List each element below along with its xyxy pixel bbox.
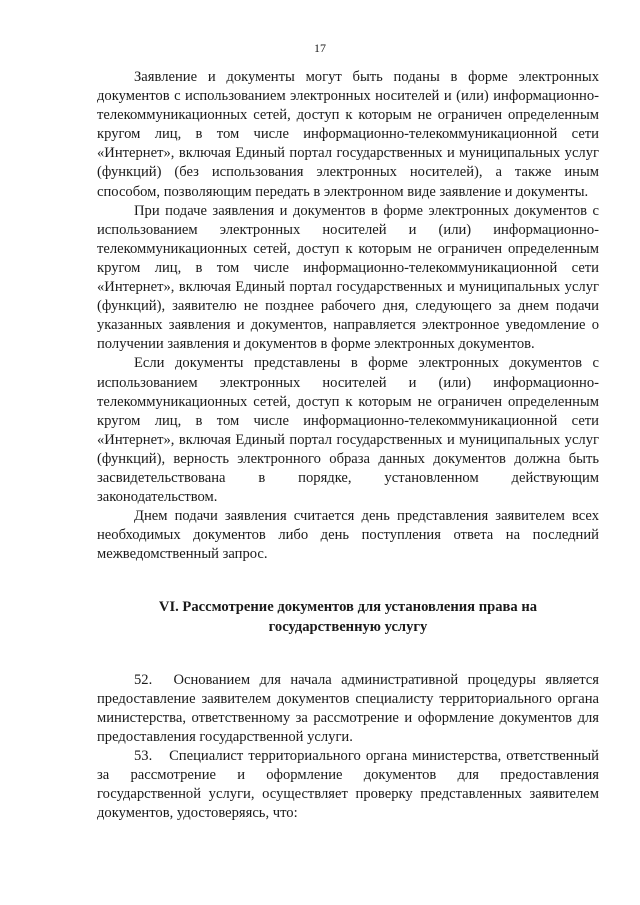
item-text-52: Основанием для начала административной процедуры является предоставление заявителем документов специалисту территориального органа министерства, ответственному за рассмотрение и оформление документов для предоставления государственной услуги.	[97, 671, 599, 745]
item-number-53: 53.	[134, 748, 153, 764]
list-item-52	[97, 671, 599, 747]
paragraph-electronic-notification: При подаче заявления и документов в форме электронных документов с использованием электронных носителей и (или) информационно-телекоммуникационных сетей, доступ к которым не ограничен определенным кругом лиц, в том числе информационно-телекоммуникационной сети «Интернет», включая Единый портал государственных и муниципальных услуг (функций), заявителю не позднее рабочего дня, следующего за днем подачи указанных заявления и документов, направляется электронное уведомление о получении заявления и документов в форме электронных документов.	[97, 202, 599, 353]
paragraph-document-verification: Если документы представлены в форме электронных документов с использованием электронных носителей и (или) информационно-телекоммуникационных сетей, доступ к которым не ограничен определенным кругом лиц, в том числе информационно-телекоммуникационной сети «Интернет», включая Единый портал государственных и муниципальных услуг (функций), верность электронного образа данных документов должна быть засвидетельствована в порядке, установленном действующим законодательством.	[97, 355, 599, 506]
paragraph-submission-date: Днем подачи заявления считается день представления заявителем всех необходимых документов либо день поступления ответа на последний межведомственный запрос.	[97, 508, 599, 563]
section-heading: VI. Рассмотрение документов для установления права на государственную услугу	[158, 599, 538, 635]
item-number-52: 52.	[134, 671, 153, 688]
page-number: 17	[314, 41, 326, 55]
list-item-53	[97, 747, 599, 823]
item-text-53: Специалист территориального органа министерства, ответственный за рассмотрение и оформление документов для предоставления государственной услуги, осуществляет проверку представленных заявителем документов, удостоверяясь, что:	[97, 748, 599, 822]
document-body	[97, 68, 599, 823]
paragraph-electronic-submission: Заявление и документы могут быть поданы в форме электронных документов с использованием электронных носителей и (или) информационно-телекоммуникационных сетей, доступ к которым не ограничен определенным кругом лиц, в том числе информационно-телекоммуникационной сети «Интернет», включая Единый портал государственных и муниципальных услуг (функций) (без использования электронных носителей), а также иным способом, позволяющим передать в электронном виде заявление и документы.	[97, 69, 599, 200]
